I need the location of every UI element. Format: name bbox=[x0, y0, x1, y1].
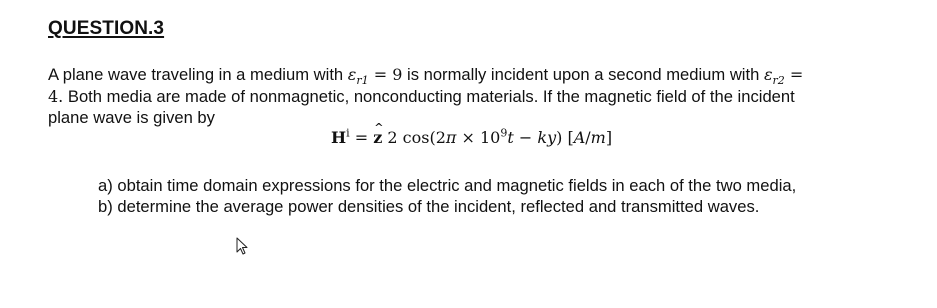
paragraph-line-1 bbox=[48, 64, 910, 86]
part-a: a) obtain time domain expressions for the electric and magnetic fields in each of the two media, bbox=[98, 176, 797, 195]
question-paragraph bbox=[48, 64, 910, 129]
paragraph-line-3: plane wave is given by bbox=[48, 108, 215, 127]
paragraph-text-1b: is normally incident upon a second medium with bbox=[402, 65, 764, 84]
epsilon-r2-value: 4. bbox=[48, 86, 64, 106]
mouse-pointer-icon bbox=[236, 237, 248, 255]
paragraph-text-1a: A plane wave traveling in a medium with bbox=[48, 65, 348, 84]
question-parts-list bbox=[98, 175, 796, 217]
paragraph-line-2 bbox=[48, 86, 910, 108]
epsilon-r2-symbol: $\varepsilon_{r2}$ = bbox=[763, 65, 804, 88]
z-unit-vector: ^ z bbox=[373, 128, 382, 147]
question-heading: QUESTION.3 bbox=[48, 18, 165, 39]
epsilon-r1-symbol: $\varepsilon_{r1} = 9$ bbox=[347, 65, 403, 88]
part-b: b) determine the average power densities of the incident, reflected and transmitted waves. bbox=[98, 197, 760, 216]
magnetic-field-equation: $H^i$ = ^ z 2 $\cos(2\pi \times 10^9t - ky)$ [A/m] bbox=[331, 128, 612, 147]
paragraph-text-2: Both media are made of nonmagnetic, nonconducting materials. If the magnetic field of the incident bbox=[63, 86, 795, 106]
